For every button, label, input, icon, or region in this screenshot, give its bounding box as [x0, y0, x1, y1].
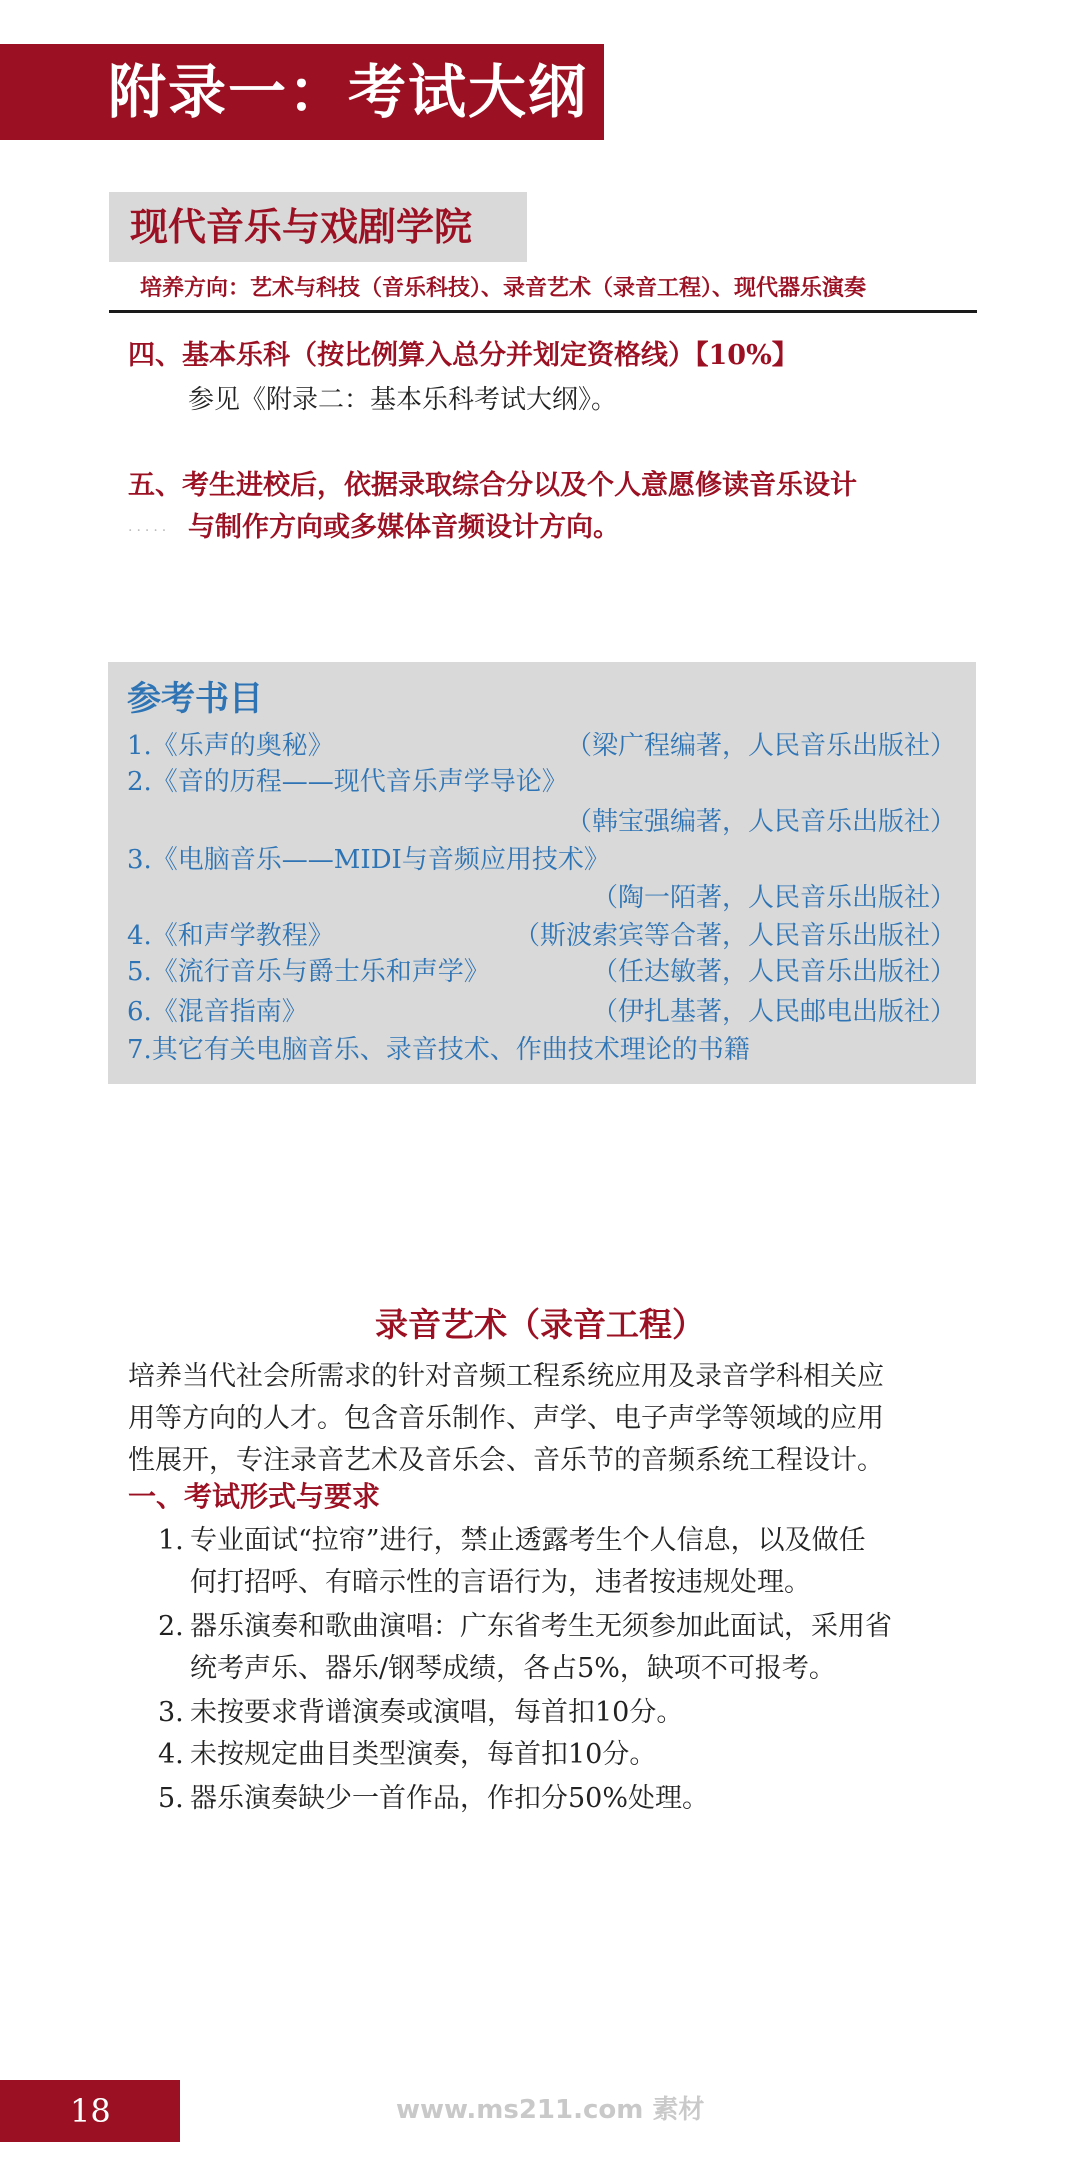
reference-author-2: （韩宝强编著，人民音乐出版社） — [565, 807, 956, 837]
requirement-number: 4. — [158, 1739, 184, 1770]
section-4-heading: 四、基本乐科（按比例算入总分并划定资格线）【10%】 — [128, 340, 799, 371]
requirement-text: 器乐演奏和歌曲演唱：广东省考生无须参加此面试，采用省 — [190, 1611, 892, 1642]
requirement-text: 未按要求背谱演奏或演唱，每首扣10分。 — [190, 1697, 684, 1728]
page-title: 附录一：考试大纲 — [108, 58, 589, 126]
reference-book-2: 2.《音的历程——现代音乐声学导论》 — [127, 767, 568, 797]
intro-line-3: 性展开，专注录音艺术及音乐会、音乐节的音频系统工程设计。 — [128, 1445, 884, 1476]
requirement-text: 专业面试“拉帘”进行，禁止透露考生个人信息，以及做任 — [190, 1525, 866, 1556]
reference-author-1: （梁广程编著，人民音乐出版社） — [565, 731, 956, 761]
section-5-line-2: 与制作方向或多媒体音频设计方向。 — [188, 512, 620, 543]
reference-author-3: （陶一陌著，人民音乐出版社） — [591, 883, 956, 913]
requirements-heading: 一、考试形式与要求 — [128, 1480, 381, 1513]
section-5-line-1: 五、考生进校后，依据录取综合分以及个人意愿修读音乐设计 — [128, 470, 857, 501]
reference-book-7: 7.其它有关电脑音乐、录音技术、作曲技术理论的书籍 — [127, 1035, 750, 1065]
requirement-number: 5. — [158, 1783, 184, 1814]
reference-author-4: （斯波索宾等合著，人民音乐出版社） — [513, 921, 956, 951]
school-name: 现代音乐与戏剧学院 — [130, 204, 473, 249]
requirement-text: 统考声乐、器乐/钢琴成绩，各占5%，缺项不可报考。 — [190, 1653, 836, 1684]
intro-line-1: 培养当代社会所需求的针对音频工程系统应用及录音学科相关应 — [128, 1361, 884, 1392]
divider — [109, 310, 977, 313]
training-direction: 培养方向：艺术与科技（音乐科技）、录音艺术（录音工程）、现代器乐演奏 — [140, 275, 867, 301]
reference-book-5: 5.《流行音乐与爵士乐和声学》 — [127, 957, 490, 987]
requirement-text: 器乐演奏缺少一首作品，作扣分50%处理。 — [190, 1783, 710, 1814]
reference-book-4: 4.《和声学教程》 — [127, 921, 334, 951]
page-number: 18 — [70, 2092, 111, 2130]
reference-book-6: 6.《混音指南》 — [127, 997, 308, 1027]
reference-book-3: 3.《电脑音乐——MIDI与音频应用技术》 — [127, 845, 610, 875]
reference-author-6: （伊扎基著，人民邮电出版社） — [591, 997, 956, 1027]
watermark: www.ms211.com 素材 — [396, 2095, 705, 2125]
intro-line-2: 用等方向的人才。包含音乐制作、声学、电子声学等领域的应用 — [128, 1403, 884, 1434]
requirement-number: 2. — [158, 1611, 184, 1642]
requirement-text: 未按规定曲目类型演奏，每首扣10分。 — [190, 1739, 657, 1770]
recording-art-title: 录音艺术（录音工程） — [375, 1305, 705, 1344]
reference-author-5: （任达敏著，人民音乐出版社） — [591, 957, 956, 987]
decorative-dots: ..... — [128, 519, 171, 535]
section-4-note: 参见《附录二：基本乐科考试大纲》。 — [188, 385, 618, 415]
references-title: 参考书目 — [127, 679, 263, 719]
requirement-number: 3. — [158, 1697, 184, 1728]
requirement-text: 何打招呼、有暗示性的言语行为，违者按违规处理。 — [190, 1567, 811, 1598]
requirement-number: 1. — [158, 1525, 184, 1556]
reference-book-1: 1.《乐声的奥秘》 — [127, 731, 334, 761]
